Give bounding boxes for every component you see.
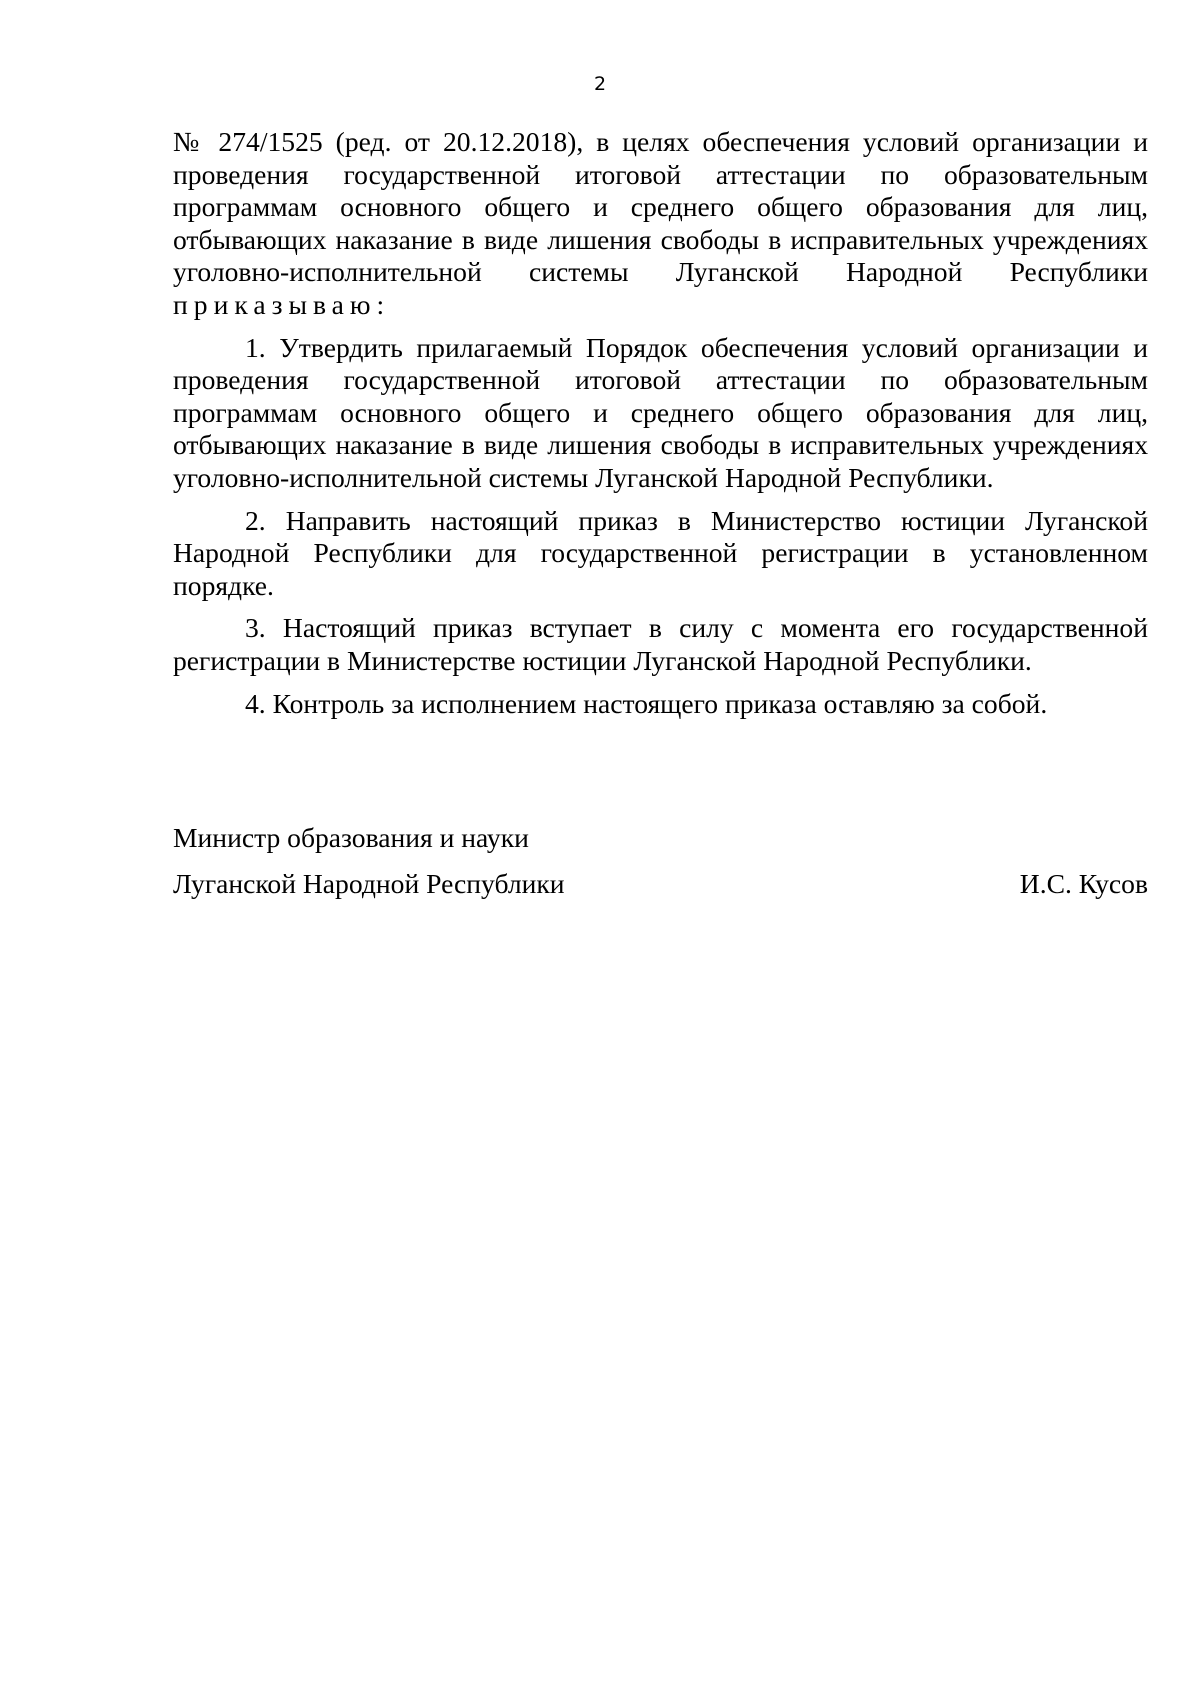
intro-paragraph [173,126,1148,322]
intro-colon: : [376,288,385,320]
intro-text: № 274/1525 (ред. от 20.12.2018), в целях обеспечения условий организации и проведения государственной итоговой аттестации по образовательным программам основного общего и среднего общего образования для лиц, отбывающих наказание в виде лишения свободы в исправительных учреждениях уголовно-исполнительной системы Луганской Народной Республики [173,126,1148,288]
signature-block [173,822,1148,900]
order-item-2: 2. Направить настоящий приказ в Министерство юстиции Луганской Народной Республики для государственной регистрации в установленном порядке. [173,504,1148,601]
signatory-title-line-2: Луганской Народной Республики [173,868,565,899]
document-body [173,126,1148,720]
page-number: 2 [593,73,607,95]
order-item-1: 1. Утвердить прилагаемый Порядок обеспечения условий организации и проведения государственной итоговой аттестации по образовательным программам основного общего и среднего общего образования для лиц, отбывающих наказание в виде лишения свободы в исправительных учреждениях уголовно-исполнительной системы Луганской Народной Республики. [173,331,1148,493]
signature-row [173,868,1148,900]
order-item-4: 4. Контроль за исполнением настоящего приказа оставляю за собой. [245,687,1048,719]
order-word: приказываю [173,288,377,320]
order-item-3: 3. Настоящий приказ вступает в силу с момента его государственной регистрации в Министерстве юстиции Луганской Народной Республики. [173,612,1148,676]
signatory-name: И.С. Кусов [1019,868,1148,899]
signatory-title-line-1: Министр образования и науки [173,822,529,853]
